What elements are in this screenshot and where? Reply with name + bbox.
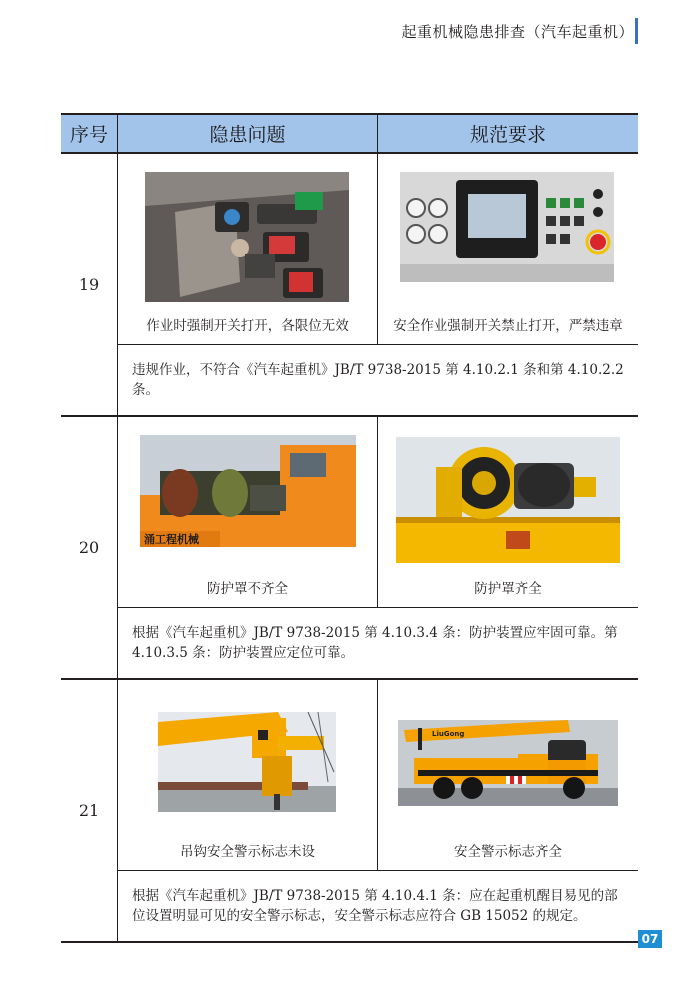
row-number: 21 xyxy=(61,679,118,942)
photo-brand-text: 涌工程机械 xyxy=(144,533,199,546)
requirement-cell xyxy=(378,153,639,345)
header-problem: 隐患问题 xyxy=(118,114,378,153)
problem-cell xyxy=(118,679,378,871)
page-number-badge: 07 xyxy=(638,930,662,948)
basis-text: 根据《汽车起重机》JB/T 9738-2015 第 4.10.3.4 条：防护装置应牢固可靠。第 4.10.3.5 条：防护装置应定位可靠。 xyxy=(118,608,639,680)
header-accent-bar xyxy=(635,18,638,44)
requirement-caption: 安全警示标志齐全 xyxy=(454,844,562,860)
hazard-table xyxy=(61,113,638,943)
problem-caption: 吊钩安全警示标志未设 xyxy=(180,844,315,860)
problem-cell xyxy=(118,153,378,345)
photo-control-panel-compliant xyxy=(400,172,614,282)
header-requirement: 规范要求 xyxy=(378,114,639,153)
table-row-basis xyxy=(61,871,638,943)
table-row-basis xyxy=(61,608,638,680)
page-header-title: 起重机械隐患排查（汽车起重机） xyxy=(401,23,634,41)
table-row-basis xyxy=(61,345,638,417)
requirement-caption: 防护罩齐全 xyxy=(474,581,542,597)
photo-hook-no-warning xyxy=(158,712,336,812)
table-row xyxy=(61,153,638,345)
table-row xyxy=(61,679,638,871)
problem-cell xyxy=(118,416,378,608)
photo-winch-unguarded xyxy=(140,435,356,547)
requirement-cell xyxy=(378,679,639,871)
photo-switch-panel-unsafe xyxy=(145,172,349,302)
basis-text: 违规作业，不符合《汽车起重机》JB/T 9738-2015 第 4.10.2.1 条和第 4.10.2.2 条。 xyxy=(118,345,639,417)
requirement-cell xyxy=(378,416,639,608)
table-row xyxy=(61,416,638,608)
crane-brand-logo: LiuGong xyxy=(432,730,465,738)
row-number: 20 xyxy=(61,416,118,679)
photo-crane-truck-compliant xyxy=(398,720,618,806)
header-index: 序号 xyxy=(61,114,118,153)
problem-caption: 防护罩不齐全 xyxy=(207,581,288,597)
photo-winch-guarded xyxy=(396,437,620,563)
basis-text: 根据《汽车起重机》JB/T 9738-2015 第 4.10.4.1 条：应在起重机醒目易见的部位设置明显可见的安全警示标志，安全警示标志应符合 GB 15052 的规定。 xyxy=(118,871,639,943)
table-header-row xyxy=(61,114,638,153)
row-number: 19 xyxy=(61,153,118,416)
problem-caption: 作业时强制开关打开，各限位无效 xyxy=(146,318,349,334)
requirement-caption: 安全作业强制开关禁止打开，严禁违章 xyxy=(393,318,623,334)
